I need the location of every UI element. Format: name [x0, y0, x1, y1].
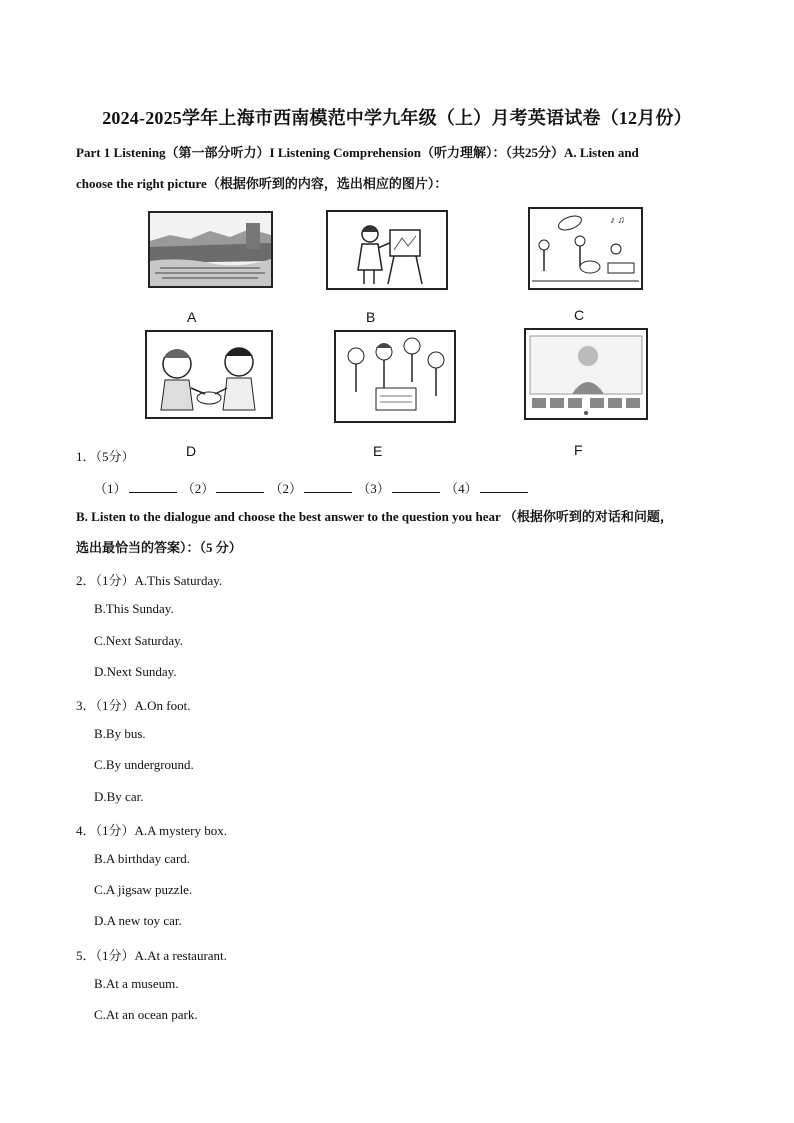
picture-label-f: F — [574, 442, 583, 458]
question-5-option-b[interactable]: B.At a museum. — [94, 976, 179, 991]
blank-label: （1） — [94, 481, 127, 496]
part1-instruction-line1: Part 1 Listening（第一部分听力）I Listening Comprehension（听力理解）：（共25分）A. Listen and — [76, 145, 639, 160]
picture-label-b: B — [366, 309, 376, 325]
video-call-illustration — [526, 330, 646, 418]
question-2-option-d[interactable]: D.Next Sunday. — [94, 664, 177, 679]
answer-blank[interactable] — [216, 481, 264, 493]
question-5-option-c[interactable]: C.At an ocean park. — [94, 1007, 198, 1022]
question-2-option-b[interactable]: B.This Sunday. — [94, 601, 174, 616]
question-2-option-c[interactable]: C.Next Saturday. — [94, 633, 184, 648]
blank-label: （2） — [269, 481, 303, 496]
picture-e — [334, 330, 456, 423]
picture-a — [148, 211, 273, 288]
question-1-label: 1．（5分） — [76, 449, 135, 464]
page-title: 2024-2025学年上海市西南模范中学九年级（上）月考英语试卷（12月份） — [102, 108, 692, 128]
band-illustration — [530, 209, 641, 288]
landscape-illustration — [150, 213, 271, 286]
group-kids-illustration — [336, 332, 454, 421]
question-2-stem: 2．（1分）A.This Saturday. — [76, 573, 223, 588]
part1-instruction-line2: choose the right picture（根据你听到的内容，选出相应的图片）： — [76, 176, 448, 191]
svg-text:♪ ♫: ♪ ♫ — [610, 215, 625, 226]
question-4-option-d[interactable]: D.A new toy car. — [94, 913, 182, 928]
blank-label: （3） — [357, 481, 390, 496]
answer-blank[interactable] — [129, 481, 177, 493]
question-5-stem: 5．（1分）A.At a restaurant. — [76, 948, 227, 963]
question-3-option-d[interactable]: D.By car. — [94, 789, 144, 804]
question-3-option-c[interactable]: C.By underground. — [94, 757, 194, 772]
picture-d — [145, 330, 273, 419]
picture-label-a: A — [187, 309, 197, 325]
question-4-stem: 4．（1分）A.A mystery box. — [76, 823, 227, 838]
question-4-option-b[interactable]: B.A birthday card. — [94, 851, 191, 866]
blank-label: （2） — [181, 481, 215, 496]
picture-label-d: D — [186, 443, 197, 459]
blank-label: （4） — [445, 481, 478, 496]
answer-blank[interactable] — [480, 481, 528, 493]
picture-label-c: C — [574, 307, 585, 323]
answer-blank[interactable] — [304, 481, 352, 493]
question-1-answer-blanks — [94, 478, 530, 497]
question-3-stem: 3．（1分）A.On foot. — [76, 698, 191, 713]
sharing-food-illustration — [147, 332, 271, 417]
picture-c — [528, 207, 643, 290]
picture-b — [326, 210, 448, 290]
question-4-option-c[interactable]: C.A jigsaw puzzle. — [94, 882, 193, 897]
picture-f — [524, 328, 648, 420]
question-3-option-b[interactable]: B.By bus. — [94, 726, 146, 741]
section-b-instruction-line2: 选出最恰当的答案）：（5 分） — [76, 540, 242, 555]
answer-blank[interactable] — [392, 481, 440, 493]
picture-label-e: E — [373, 443, 383, 459]
section-b-instruction-line1: B. Listen to the dialogue and choose the best answer to the question you hear （根据你听到的对话和问题， — [76, 509, 673, 524]
painter-illustration — [328, 212, 446, 288]
